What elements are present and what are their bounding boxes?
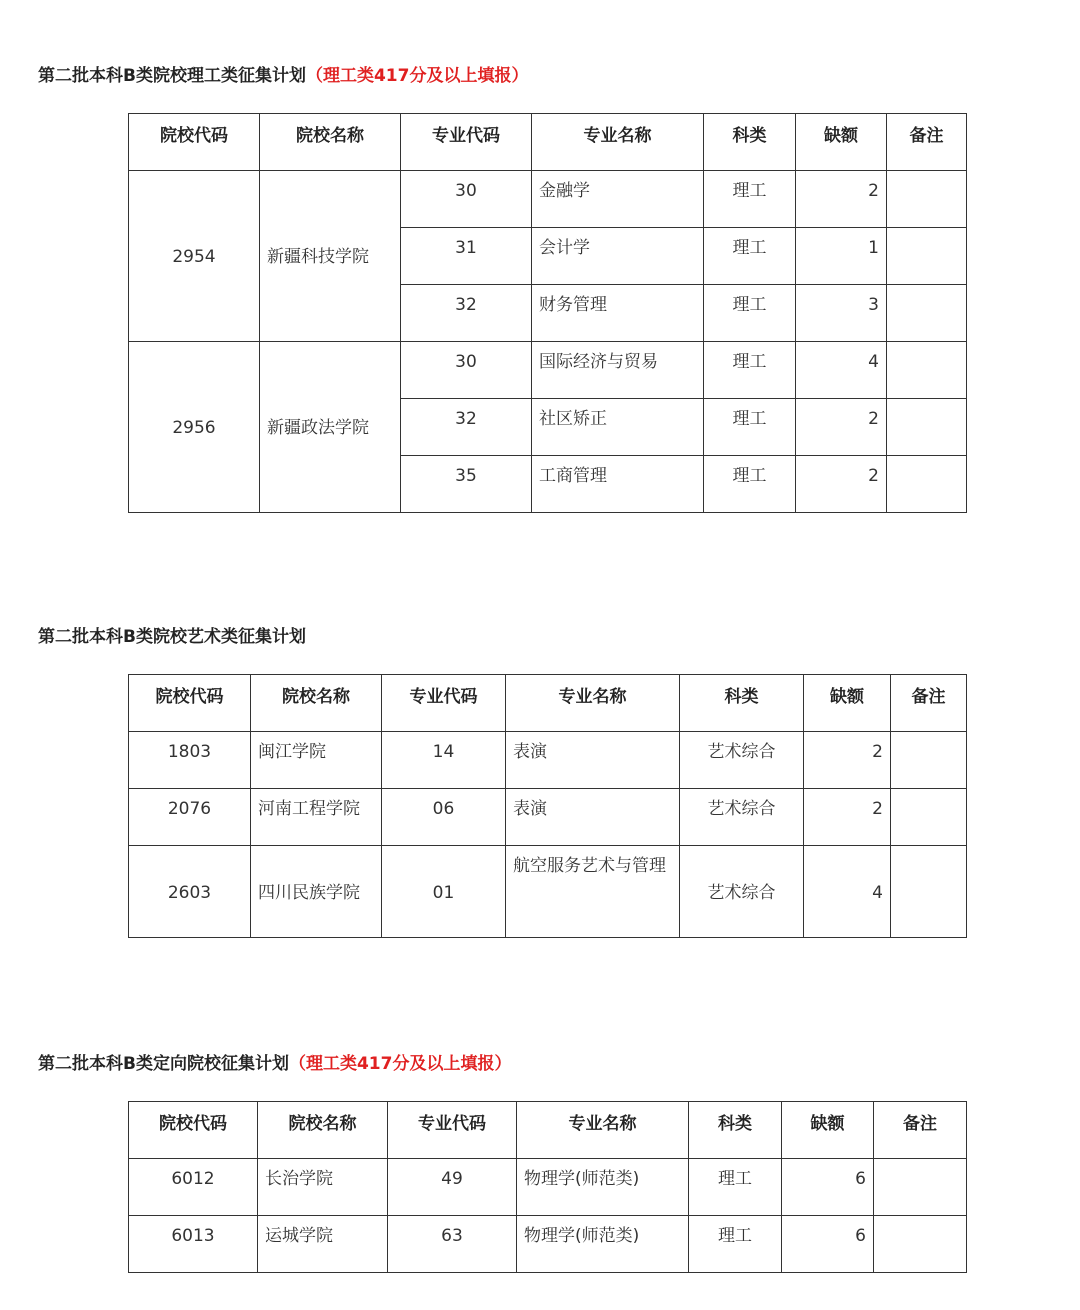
- table-header-row: [129, 675, 967, 732]
- header-vacancy: 缺额: [782, 1102, 874, 1159]
- vacancy: 6: [782, 1216, 874, 1273]
- remark: [887, 399, 967, 456]
- header-school-code: 院校代码: [129, 114, 260, 171]
- major-code: 01: [382, 846, 506, 938]
- vacancy: 3: [796, 285, 887, 342]
- school-name: 闽江学院: [251, 732, 382, 789]
- remark: [887, 228, 967, 285]
- category: 艺术综合: [680, 789, 804, 846]
- section3-heading: [38, 1052, 511, 1076]
- school-code: 1803: [129, 732, 251, 789]
- header-remark: 备注: [887, 114, 967, 171]
- section1-note: （理工类417分及以上填报）: [305, 66, 529, 86]
- remark: [891, 846, 967, 938]
- school-code: 2076: [129, 789, 251, 846]
- section3-title: 第二批本科B类定向院校征集计划: [38, 1054, 289, 1074]
- header-category: 科类: [689, 1102, 782, 1159]
- vacancy: 4: [804, 846, 891, 938]
- major-name: 工商管理: [532, 456, 704, 513]
- major-code: 63: [388, 1216, 517, 1273]
- school-code: 6012: [129, 1159, 258, 1216]
- section3-table: [128, 1101, 967, 1273]
- major-code: 31: [401, 228, 532, 285]
- major-name: 会计学: [532, 228, 704, 285]
- major-code: 30: [401, 342, 532, 399]
- vacancy: 2: [796, 456, 887, 513]
- remark: [891, 789, 967, 846]
- major-code: 14: [382, 732, 506, 789]
- school-code: 2956: [129, 342, 260, 513]
- remark: [874, 1216, 967, 1273]
- major-name: 物理学(师范类): [517, 1216, 689, 1273]
- table-header-row: [129, 1102, 967, 1159]
- school-code: 2603: [129, 846, 251, 938]
- category: 理工: [704, 228, 796, 285]
- major-name: 航空服务艺术与管理: [506, 846, 680, 938]
- school-name: 新疆政法学院: [260, 342, 401, 513]
- section1-heading: [38, 64, 528, 88]
- section3-note: （理工类417分及以上填报）: [288, 1054, 512, 1074]
- section1-title: 第二批本科B类院校理工类征集计划: [38, 66, 306, 86]
- major-code: 06: [382, 789, 506, 846]
- header-remark: 备注: [891, 675, 967, 732]
- vacancy: 2: [796, 399, 887, 456]
- header-school-code: 院校代码: [129, 675, 251, 732]
- major-code: 35: [401, 456, 532, 513]
- table-row: [129, 1216, 967, 1273]
- table-row: [129, 342, 967, 399]
- category: 理工: [704, 399, 796, 456]
- remark: [887, 285, 967, 342]
- header-major-name: 专业名称: [506, 675, 680, 732]
- major-name: 社区矫正: [532, 399, 704, 456]
- vacancy: 4: [796, 342, 887, 399]
- major-code: 32: [401, 285, 532, 342]
- header-major-code: 专业代码: [401, 114, 532, 171]
- category: 理工: [689, 1216, 782, 1273]
- table-row: [129, 171, 967, 228]
- major-name: 表演: [506, 732, 680, 789]
- major-name: 表演: [506, 789, 680, 846]
- remark: [887, 456, 967, 513]
- category: 理工: [704, 342, 796, 399]
- remark: [887, 171, 967, 228]
- category: 理工: [704, 285, 796, 342]
- remark: [874, 1159, 967, 1216]
- header-category: 科类: [680, 675, 804, 732]
- table-row: [129, 732, 967, 789]
- school-name: 长治学院: [258, 1159, 388, 1216]
- vacancy: 1: [796, 228, 887, 285]
- major-code: 30: [401, 171, 532, 228]
- category: 艺术综合: [680, 732, 804, 789]
- table-row: [129, 1159, 967, 1216]
- category: 理工: [704, 171, 796, 228]
- category: 理工: [689, 1159, 782, 1216]
- table-header-row: [129, 114, 967, 171]
- major-name: 财务管理: [532, 285, 704, 342]
- major-code: 49: [388, 1159, 517, 1216]
- school-code: 2954: [129, 171, 260, 342]
- header-category: 科类: [704, 114, 796, 171]
- remark: [891, 732, 967, 789]
- header-vacancy: 缺额: [804, 675, 891, 732]
- header-school-name: 院校名称: [260, 114, 401, 171]
- header-school-name: 院校名称: [251, 675, 382, 732]
- school-code: 6013: [129, 1216, 258, 1273]
- section1-table: [128, 113, 967, 513]
- section2-title: 第二批本科B类院校艺术类征集计划: [38, 627, 306, 647]
- school-name: 河南工程学院: [251, 789, 382, 846]
- vacancy: 2: [796, 171, 887, 228]
- category: 艺术综合: [680, 846, 804, 938]
- category: 理工: [704, 456, 796, 513]
- major-name: 金融学: [532, 171, 704, 228]
- vacancy: 2: [804, 732, 891, 789]
- table-row: [129, 846, 967, 938]
- vacancy: 6: [782, 1159, 874, 1216]
- table-row: [129, 789, 967, 846]
- school-name: 新疆科技学院: [260, 171, 401, 342]
- header-school-code: 院校代码: [129, 1102, 258, 1159]
- header-major-code: 专业代码: [388, 1102, 517, 1159]
- header-major-name: 专业名称: [517, 1102, 689, 1159]
- section2-table: [128, 674, 967, 938]
- header-major-name: 专业名称: [532, 114, 704, 171]
- header-major-code: 专业代码: [382, 675, 506, 732]
- header-remark: 备注: [874, 1102, 967, 1159]
- header-vacancy: 缺额: [796, 114, 887, 171]
- vacancy: 2: [804, 789, 891, 846]
- school-name: 运城学院: [258, 1216, 388, 1273]
- section2-heading: [38, 625, 306, 649]
- remark: [887, 342, 967, 399]
- major-name: 国际经济与贸易: [532, 342, 704, 399]
- major-name: 物理学(师范类): [517, 1159, 689, 1216]
- header-school-name: 院校名称: [258, 1102, 388, 1159]
- major-code: 32: [401, 399, 532, 456]
- school-name: 四川民族学院: [251, 846, 382, 938]
